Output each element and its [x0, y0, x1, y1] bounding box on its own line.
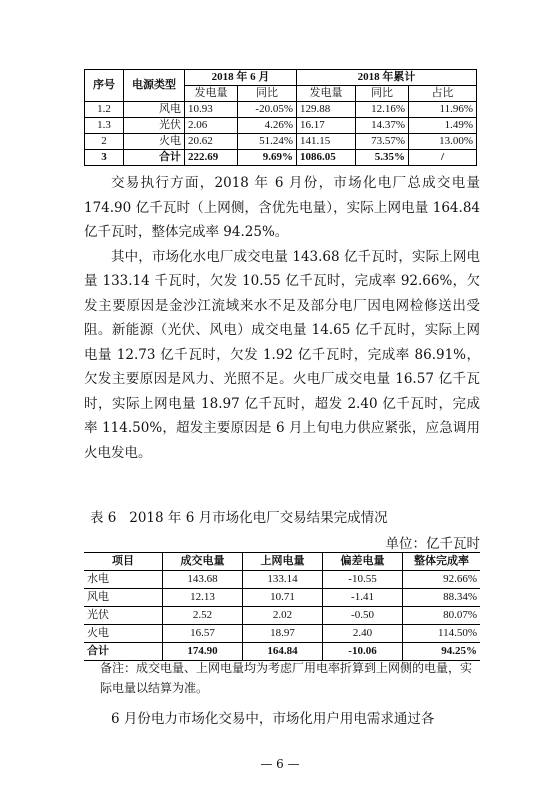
- body-text-continued: [84, 707, 480, 732]
- table-cell: 143.68: [163, 571, 243, 589]
- table-cell: 133.14: [243, 571, 323, 589]
- table-total-row: [85, 150, 477, 166]
- table-cell: 4.26%: [238, 118, 297, 134]
- table-cell: 5.35%: [356, 150, 409, 166]
- table-cell: 94.25%: [403, 643, 481, 661]
- table-cell: 13.00%: [409, 134, 477, 150]
- table-cell: 222.69: [185, 150, 238, 166]
- sub-header: 同比: [356, 86, 409, 102]
- table-row: [84, 625, 480, 643]
- table-cell: -0.50: [323, 607, 403, 625]
- table-cell: 114.50%: [403, 625, 481, 643]
- table-row: [85, 102, 477, 118]
- table-cell: 10.93: [185, 102, 238, 118]
- table-cell: 2.40: [323, 625, 403, 643]
- table-row: [84, 571, 480, 589]
- table-cell: 164.84: [243, 643, 323, 661]
- table-cell: -1.41: [323, 589, 403, 607]
- table-cell: 1.3: [85, 118, 124, 134]
- col-header-type: 电源类型: [124, 70, 185, 102]
- col-header-cumulative: 2018 年累计: [297, 70, 477, 86]
- table-cell: 3: [85, 150, 124, 166]
- table-cell: 1086.05: [297, 150, 356, 166]
- table-cell: 80.07%: [403, 607, 481, 625]
- table-cell: 14.37%: [356, 118, 409, 134]
- table-cell: 20.62: [185, 134, 238, 150]
- sub-header: 发电量: [185, 86, 238, 102]
- table-cell: 合计: [124, 150, 185, 166]
- table-cell: 18.97: [243, 625, 323, 643]
- table-cell: -10.55: [323, 571, 403, 589]
- table-cell: 2.52: [163, 607, 243, 625]
- sub-header: 同比: [238, 86, 297, 102]
- page-number: — 6 —: [260, 757, 300, 771]
- table-cell: -10.06: [323, 643, 403, 661]
- paragraph: 其中，市场化水电厂成交电量 143.68 亿千瓦时，实际上网电量 133.14 千瓦时，欠发 10.55 亿千瓦时，完成率 92.66%，欠发主要原因是金沙江流域来水不足及部分电厂因电网检修送出受阻。新能源（光伏、风电）成交电量 14.65 亿千瓦时，实际上网电量 12.73 亿千瓦时，欠发 1.92 亿千瓦时，完成率 86.91%，欠发主要原因是风力、光照不足。火电厂成交电量 16.57 亿千瓦时，实际上网电量 18.97 亿千瓦时，超发 2.40 亿千瓦时，完成率 114.50%，超发主要原因是 6 月上旬电力供应紧张，应急调用火电发电。: [84, 248, 480, 461]
- col-header: 偏差电量: [323, 553, 403, 571]
- col-header: 成交电量: [163, 553, 243, 571]
- table-cell: 2.06: [185, 118, 238, 134]
- col-header: 整体完成率: [403, 553, 481, 571]
- table-cell: 1.2: [85, 102, 124, 118]
- sub-header: 发电量: [297, 86, 356, 102]
- table-cell: 火电: [84, 625, 163, 643]
- table-unit: 单位：亿千瓦时: [385, 536, 480, 552]
- table-caption: 表 6 2018 年 6 月市场化电厂交易结果完成情况: [90, 510, 388, 526]
- table-cell: 12.13: [163, 589, 243, 607]
- sub-header: 占比: [409, 86, 477, 102]
- table-row: [84, 589, 480, 607]
- table-cell: 174.90: [163, 643, 243, 661]
- table-cell: 16.57: [163, 625, 243, 643]
- paragraph: 6 月份电力市场化交易中，市场化用户用电需求通过各: [111, 711, 435, 727]
- col-header: 上网电量: [243, 553, 323, 571]
- table-cell: /: [409, 150, 477, 166]
- table-header-row: [84, 553, 480, 571]
- table-cell: 129.88: [297, 102, 356, 118]
- col-header: 项目: [84, 553, 163, 571]
- table-cell: 2.02: [243, 607, 323, 625]
- table-cell: 2: [85, 134, 124, 150]
- paragraph: 交易执行方面，2018 年 6 月份，市场化电厂总成交电量 174.90 亿千瓦时（上网侧，含优先电量），实际上网电量 164.84 亿千瓦时，整体完成率 94.25%。: [84, 175, 480, 240]
- col-header-month: 2018 年 6 月: [185, 70, 297, 86]
- table-cell: 1.49%: [409, 118, 477, 134]
- table-cell: 风电: [84, 589, 163, 607]
- body-text: [84, 171, 480, 465]
- table-cell: 合计: [84, 643, 163, 661]
- table-note: 备注：成交电量、上网电量均为考虑厂用电率折算到上网侧的电量，实际电量以结算为准。: [100, 661, 473, 695]
- table-row: [84, 607, 480, 625]
- table-cell: 73.57%: [356, 134, 409, 150]
- table-cell: 16.17: [297, 118, 356, 134]
- table-cell: 光伏: [124, 118, 185, 134]
- table-cell: 10.71: [243, 589, 323, 607]
- col-header-index: 序号: [85, 70, 124, 102]
- table-row: [85, 134, 477, 150]
- table-cell: 92.66%: [403, 571, 481, 589]
- table-cell: 风电: [124, 102, 185, 118]
- table-row: [85, 118, 477, 134]
- table-cell: 9.69%: [238, 150, 297, 166]
- table-cell: 88.34%: [403, 589, 481, 607]
- table-cell: 12.16%: [356, 102, 409, 118]
- table-cell: 141.15: [297, 134, 356, 150]
- table-cell: -20.05%: [238, 102, 297, 118]
- table-cell: 水电: [84, 571, 163, 589]
- trade-result-table: [84, 552, 480, 661]
- table-cell: 光伏: [84, 607, 163, 625]
- generation-table: [84, 69, 477, 166]
- table-cell: 火电: [124, 134, 185, 150]
- table-cell: 11.96%: [409, 102, 477, 118]
- table-cell: 51.24%: [238, 134, 297, 150]
